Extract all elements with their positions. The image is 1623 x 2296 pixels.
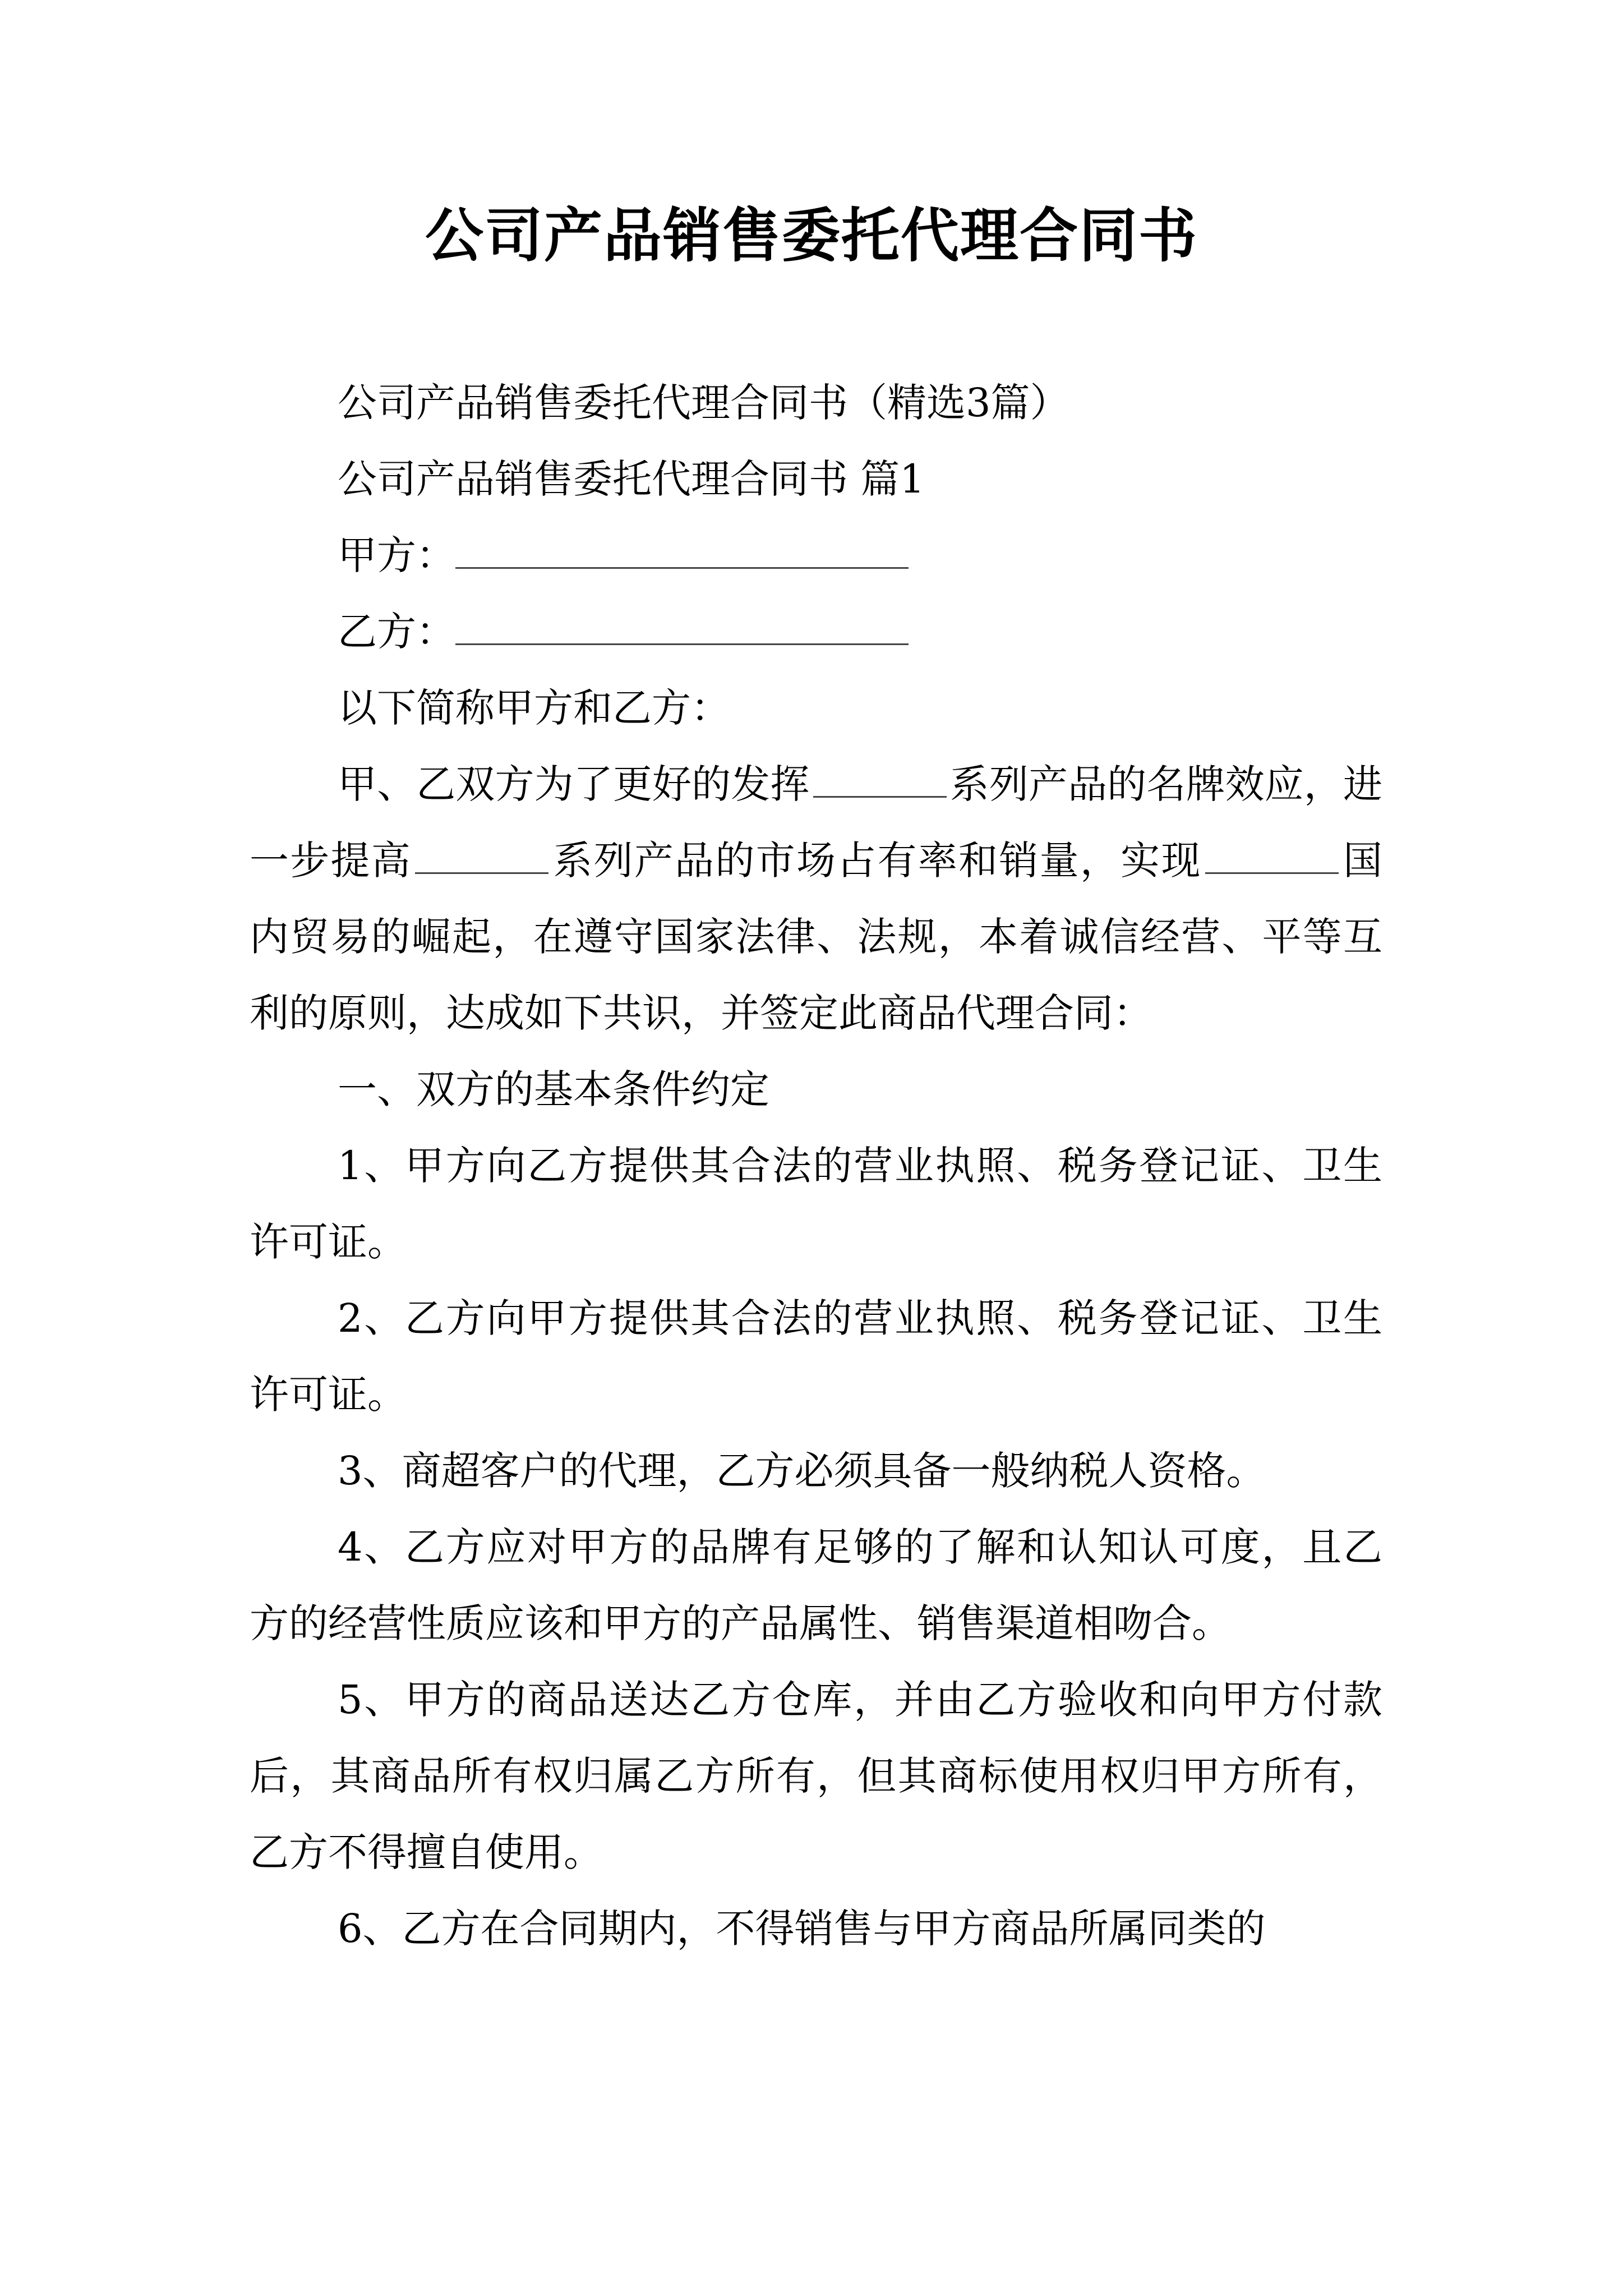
subtitle: 公司产品销售委托代理合同书（精选3篇） bbox=[338, 380, 1069, 426]
clause-item-3: 3、商超客户的代理，乙方必须具备一般纳税人资格。 bbox=[338, 1448, 1266, 1494]
abbrev-line: 以下简称甲方和乙方： bbox=[338, 685, 730, 731]
intro-part-3: 系列产品的市场占有率和销量，实现 bbox=[552, 838, 1202, 884]
intro-part-1: 甲、乙双方为了更好的发挥 bbox=[338, 761, 810, 807]
clause-item-6: 6、乙方在合同期内，不得销售与甲方商品所属同类的 bbox=[338, 1906, 1266, 1952]
clause-heading: 一、双方的基本条件约定 bbox=[338, 1066, 769, 1112]
document-body bbox=[250, 365, 1382, 1967]
party-a-label: 甲方： bbox=[338, 532, 455, 578]
brand-blank-2 bbox=[415, 833, 548, 874]
party-b-label: 乙方： bbox=[338, 609, 455, 655]
section-heading: 公司产品销售委托代理合同书 篇1 bbox=[338, 456, 925, 502]
brand-blank-1 bbox=[813, 757, 947, 798]
clause-item-2: 2、乙方向甲方提供其合法的营业执照、税务登记证、卫生许可证。 bbox=[250, 1295, 1382, 1418]
intro-part-2: 系列产品的名牌效应，进一步提高 bbox=[250, 761, 1383, 884]
party-b-blank bbox=[455, 601, 909, 645]
intro-part-4: 国内贸易的崛起，在遵守国家法律、法规，本着诚信经营、平等互利的原则，达成如下共识，并签定此商品代理合同： bbox=[250, 838, 1383, 1036]
party-a-blank bbox=[455, 525, 909, 569]
clause-item-1: 1、甲方向乙方提供其合法的营业执照、税务登记证、卫生许可证。 bbox=[250, 1143, 1382, 1265]
intro-paragraph bbox=[250, 746, 1382, 1051]
document-title: 公司产品销售委托代理合同书 bbox=[425, 201, 1198, 270]
party-a-line bbox=[250, 517, 1382, 593]
party-b-line bbox=[250, 593, 1382, 670]
brand-blank-3 bbox=[1205, 833, 1339, 874]
clause-item-5: 5、甲方的商品送达乙方仓库，并由乙方验收和向甲方付款后，其商品所有权归属乙方所有，但其商标使用权归甲方所有，乙方不得擅自使用。 bbox=[250, 1677, 1382, 1875]
clause-item-4: 4、乙方应对甲方的品牌有足够的了解和认知认可度，且乙方的经营性质应该和甲方的产品属性、销售渠道相吻合。 bbox=[250, 1524, 1382, 1646]
